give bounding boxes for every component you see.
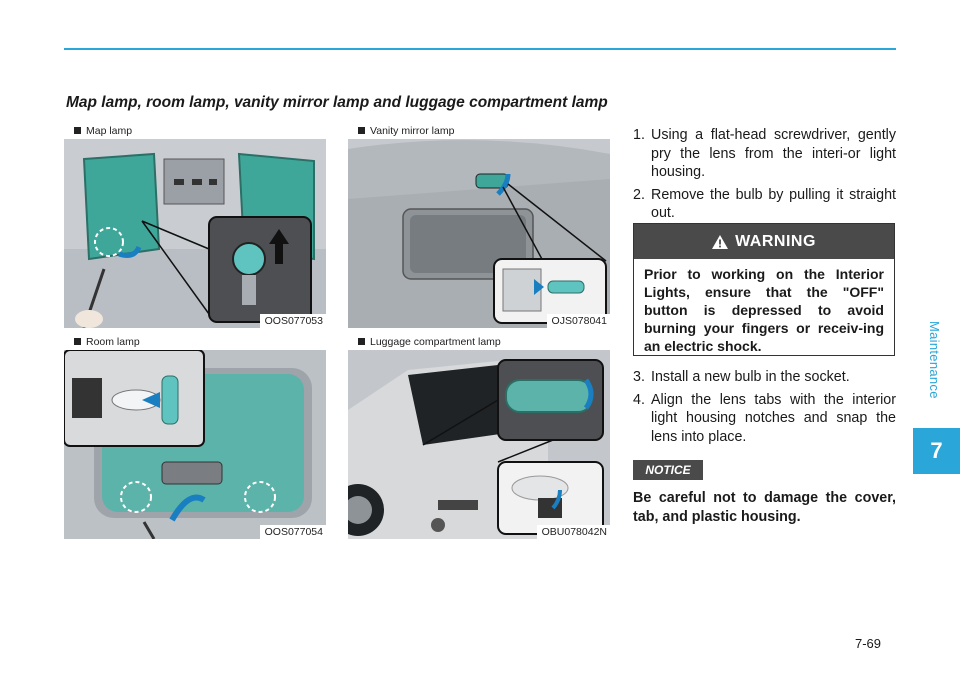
chapter-tab[interactable]: 7 [913,428,960,474]
figure-luggage-compartment-lamp [348,334,610,539]
step-text: Remove the bulb by pulling it straight out. [651,186,896,221]
figure-caption: Vanity mirror lamp [348,123,610,139]
room-lamp-illustration [64,350,326,539]
section-title: Map lamp, room lamp, vanity mirror lamp and luggage compartment lamp [66,94,608,111]
luggage-compartment-lamp-illustration [348,350,610,539]
page-number: 7-69 [855,636,882,651]
step-4 [633,391,896,447]
warning-box [633,223,895,356]
chapter-side-label: Maintenance [927,321,942,399]
figure-code: OBU078042N [537,525,610,539]
step-number: 2. [633,186,645,203]
step-text: Install a new bulb in the socket. [651,369,850,385]
step-number: 1. [633,127,645,143]
steps-bottom [633,368,896,450]
step-text: Using a flat-head screwdriver, gently pry the lens from the interi-or light housing. [651,127,896,180]
warning-title: WARNING [735,232,816,250]
step-1 [633,126,896,182]
step-text: Align the lens tabs with the interior light housing notches and snap the lens into place. [651,391,896,445]
notice-text: Be careful not to damage the cover, tab, and plastic housing. [633,490,896,525]
header-rule [64,48,896,50]
figure-map-lamp [64,123,326,328]
notice-badge: NOTICE [633,460,703,480]
figure-vanity-mirror-lamp [348,123,610,328]
warning-header [634,224,894,259]
step-2 [633,186,896,223]
figure-room-lamp [64,334,326,539]
figure-code: OOS077054 [260,525,326,539]
warning-triangle-icon [712,235,728,249]
vanity-mirror-lamp-illustration [348,139,610,328]
step-number: 4. [633,391,645,408]
steps-top [633,126,896,227]
figure-caption: Luggage compartment lamp [348,334,610,350]
map-lamp-illustration [64,139,326,328]
warning-text: Prior to working on the Interior Lights, ensure that the "OFF" button is depressed to avoid burning your fingers or receiv-ing an electric shock. [644,266,884,354]
step-number: 3. [633,369,645,385]
figure-caption: Map lamp [64,123,326,139]
step-3 [633,368,896,387]
figure-caption: Room lamp [64,334,326,350]
figure-code: OOS077053 [260,314,326,328]
figure-code: OJS078041 [547,314,610,328]
